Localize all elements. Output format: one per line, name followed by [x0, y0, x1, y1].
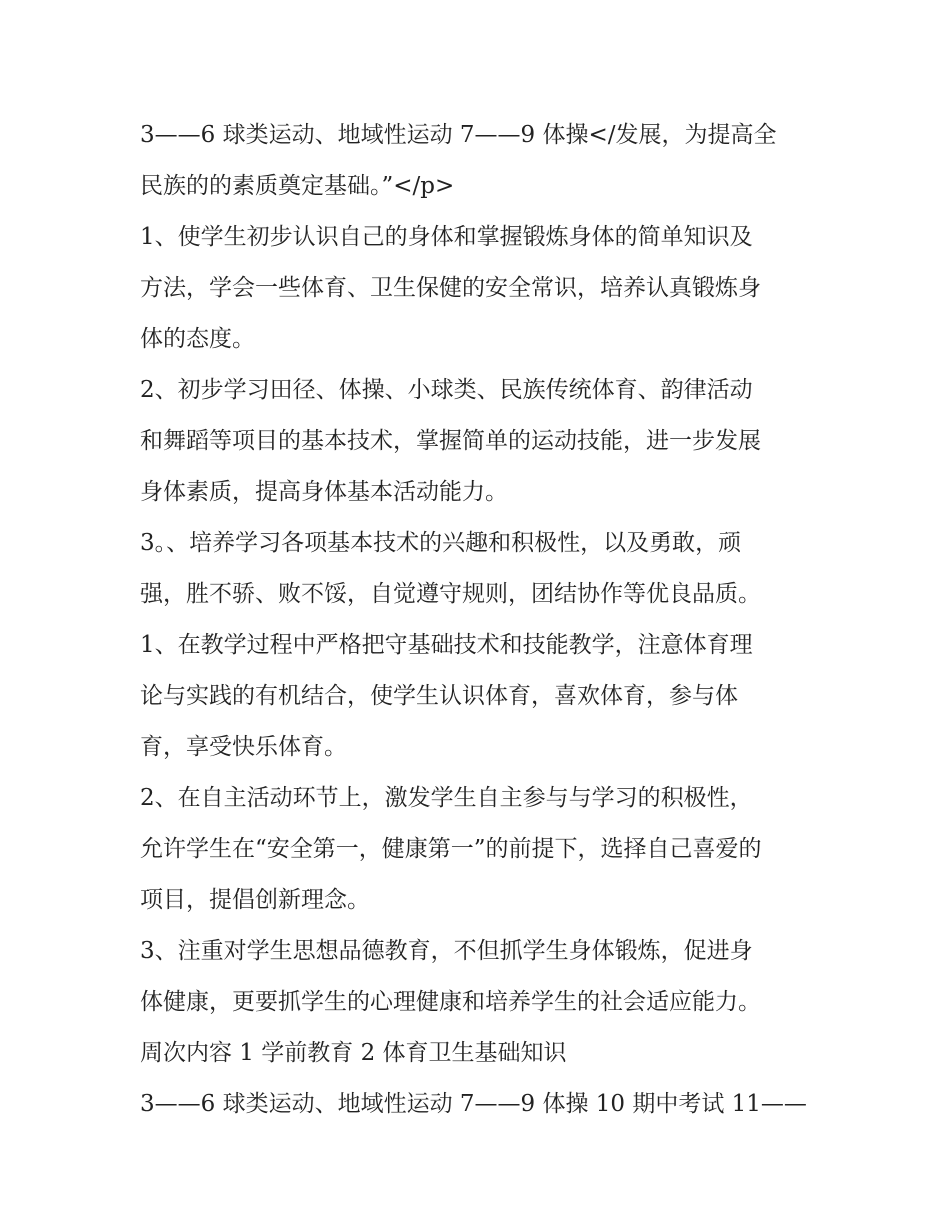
- text-line: 1、使学生初步认识自己的身体和掌握锻炼身体的简单知识及: [140, 224, 753, 250]
- text-line: 3——6 球类运动、地域性运动 7——9 体操</发展，为提高全: [140, 122, 777, 148]
- text-line: 1、在教学过程中严格把守基础技术和技能教学，注意体育理: [140, 632, 753, 658]
- text-line: 3。、培养学习各项基本技术的兴趣和积极性，以及勇敢，顽: [140, 530, 742, 556]
- text-line: 3、注重对学生思想品德教育，不但抓学生身体锻炼，促进身: [140, 938, 753, 964]
- text-line: 项目，提倡创新理念。: [140, 887, 370, 913]
- text-line: 允许学生在“安全第一，健康第一”的前提下，选择自己喜爱的: [140, 836, 762, 862]
- text-line: 体的态度。: [140, 326, 255, 352]
- text-line: 民族的的素质奠定基础。”</p>: [140, 173, 455, 199]
- text-line: 论与实践的有机结合，使学生认识体育，喜欢体育，参与体: [140, 683, 738, 709]
- text-line: 方法，学会一些体育、卫生保健的安全常识，培养认真锻炼身: [140, 275, 761, 301]
- document-page: [140, 110, 820, 1130]
- text-line: 周次内容 1 学前教育 2 体育卫生基础知识: [140, 1040, 567, 1066]
- text-line: 3——6 球类运动、地域性运动 7——9 体操 10 期中考试 11——: [140, 1091, 807, 1117]
- text-line: 育，享受快乐体育。: [140, 734, 347, 760]
- text-line: 体健康，更要抓学生的心理健康和培养学生的社会适应能力。: [140, 989, 761, 1015]
- text-line: 2、初步学习田径、体操、小球类、民族传统体育、韵律活动: [140, 377, 753, 403]
- text-line: 2、在自主活动环节上，激发学生自主参与与学习的积极性，: [140, 785, 753, 811]
- text-line: 身体素质，提高身体基本活动能力。: [140, 479, 508, 505]
- text-line: 和舞蹈等项目的基本技术，掌握简单的运动技能，进一步发展: [140, 428, 761, 454]
- text-line: 强，胜不骄、败不馁，自觉遵守规则，团结协作等优良品质。: [140, 581, 761, 607]
